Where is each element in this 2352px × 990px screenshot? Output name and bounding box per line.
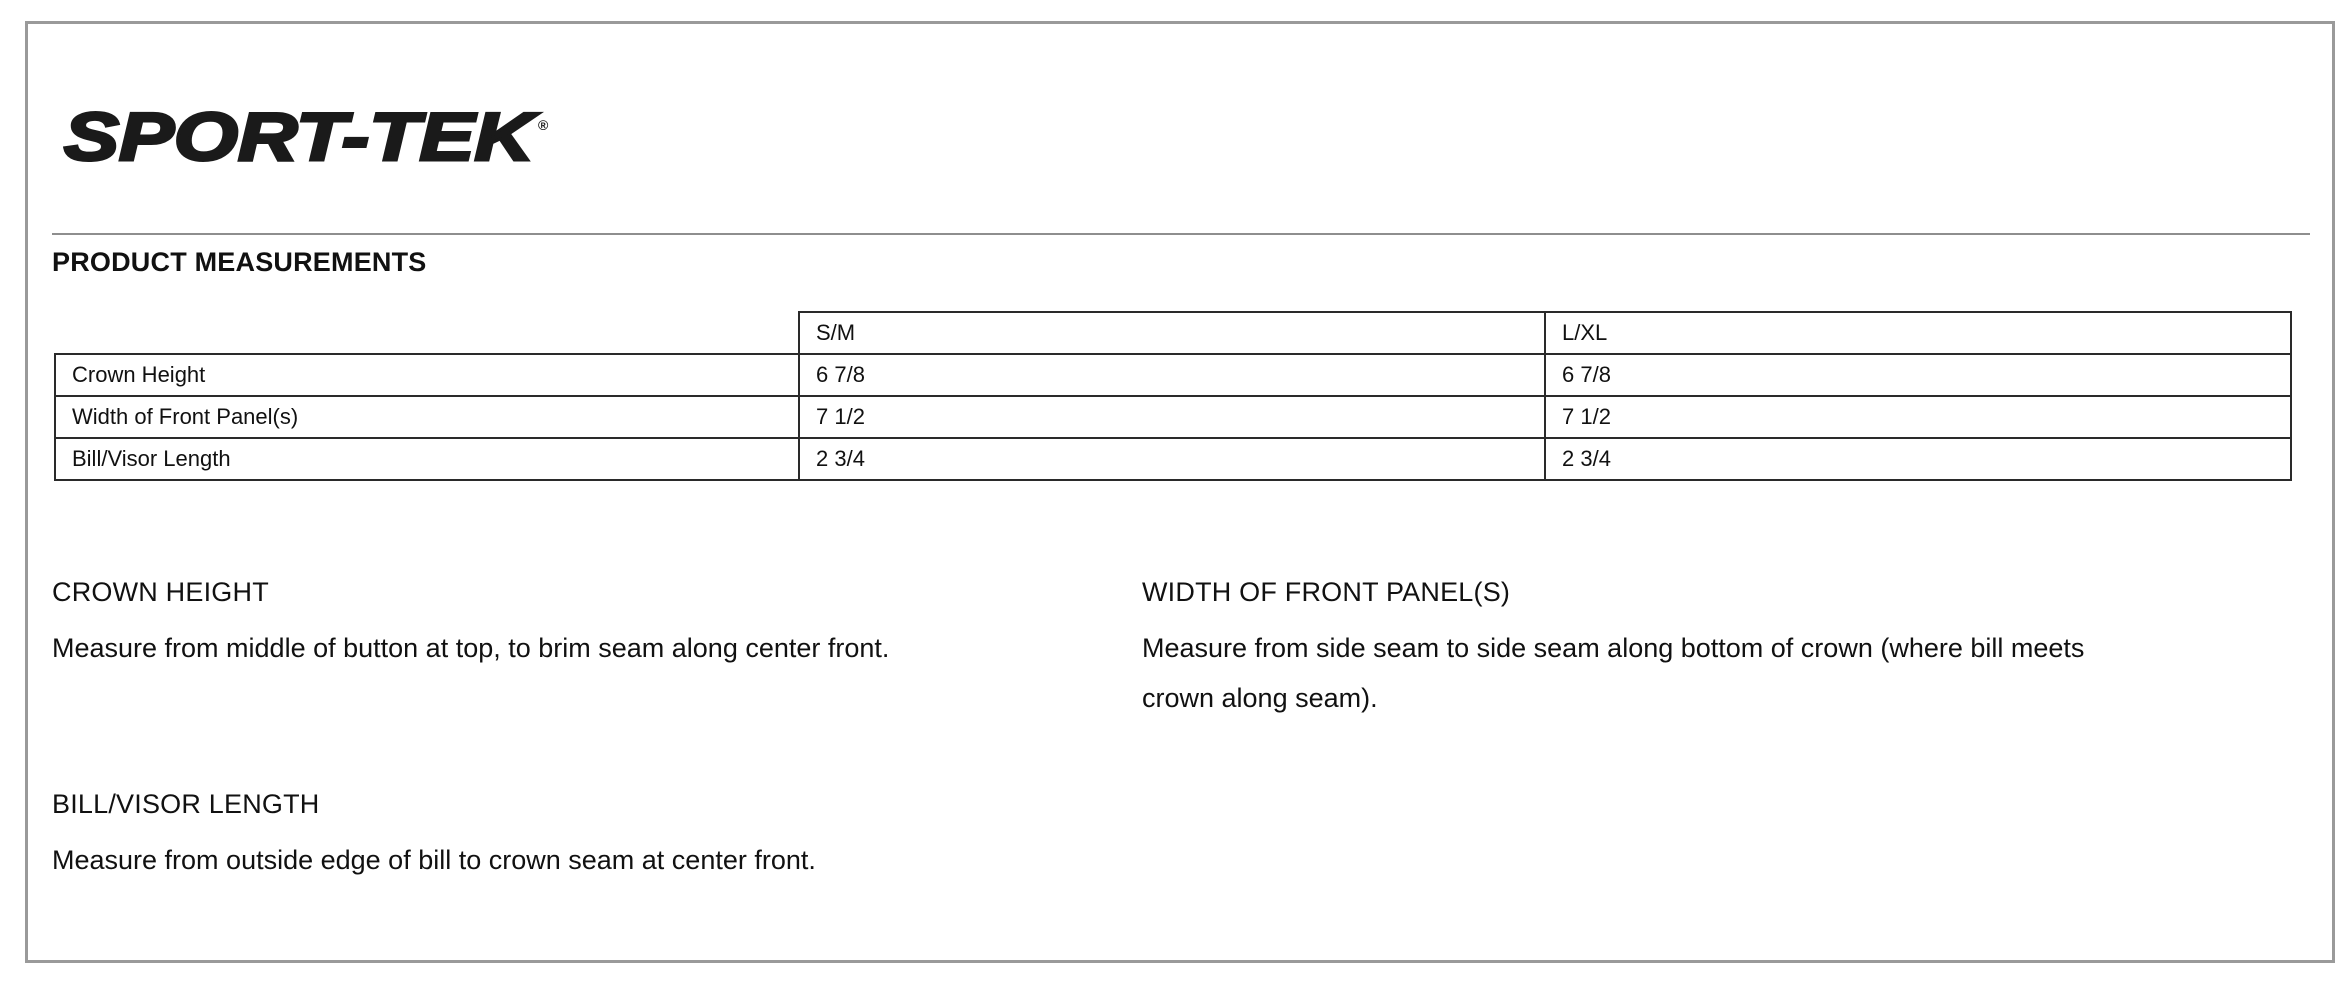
measurements-table [54, 311, 2292, 481]
cell-lxl: 2 3/4 [1545, 438, 2291, 480]
logo-text: SPORT-TEK [64, 99, 540, 175]
crown-height-text: Measure from middle of button at top, to brim seam along center front. [52, 633, 890, 663]
table-row [55, 396, 2291, 438]
width-front-panel-description [1142, 575, 2142, 723]
width-front-panel-line-2: crown along seam). [1142, 683, 1378, 713]
cell-sm: 6 7/8 [799, 354, 1545, 396]
bill-visor-length-description [52, 787, 1052, 885]
crown-height-description [52, 575, 1052, 673]
cell-sm: 7 1/2 [799, 396, 1545, 438]
crown-height-heading: CROWN HEIGHT [52, 577, 269, 607]
cell-lxl: 7 1/2 [1545, 396, 2291, 438]
row-label: Bill/Visor Length [55, 438, 799, 480]
section-title: PRODUCT MEASUREMENTS [52, 247, 427, 277]
column-header-lxl: L/XL [1545, 312, 2291, 354]
cell-sm: 2 3/4 [799, 438, 1545, 480]
row-label: Width of Front Panel(s) [55, 396, 799, 438]
width-front-panel-heading: WIDTH OF FRONT PANEL(S) [1142, 577, 1511, 607]
bill-visor-length-heading: BILL/VISOR LENGTH [52, 789, 320, 819]
sport-tek-logo [60, 98, 560, 178]
column-header-blank [55, 312, 799, 354]
row-label: Crown Height [55, 354, 799, 396]
width-front-panel-line-1: Measure from side seam to side seam along bottom of crown (where bill meets [1142, 633, 2085, 663]
width-front-panel-text [1142, 623, 2142, 723]
column-header-sm: S/M [799, 312, 1545, 354]
cell-lxl: 6 7/8 [1545, 354, 2291, 396]
table-row [55, 438, 2291, 480]
header-divider [52, 233, 2310, 235]
table-row [55, 354, 2291, 396]
bill-visor-length-text: Measure from outside edge of bill to crown seam at center front. [52, 845, 816, 875]
registered-mark: ® [538, 117, 549, 133]
table-header-row [55, 312, 2291, 354]
